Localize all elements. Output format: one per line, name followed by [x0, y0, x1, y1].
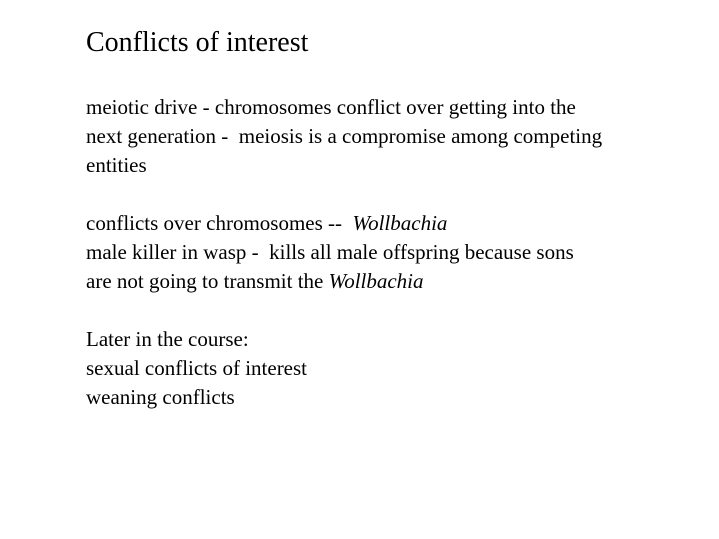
meiotic-drive-line-2: next generation - meiosis is a compromise among competing: [86, 124, 603, 148]
wollbachia-line-2: male killer in wasp - kills all male offspring because sons: [86, 240, 574, 264]
wollbachia-line-3-text: are not going to transmit the: [86, 269, 329, 293]
meiotic-drive-line-3: entities: [86, 153, 147, 177]
wollbachia-line-3: [86, 267, 602, 296]
slide-body: [86, 93, 602, 412]
wollbachia-line-1-text: conflicts over chromosomes --: [86, 211, 353, 235]
wollbachia-italic-1: Wollbachia: [352, 211, 448, 235]
later-course-line-1: Later in the course:: [86, 327, 249, 351]
paragraph-spacer: [86, 296, 602, 325]
wollbachia-line-1: [86, 209, 602, 238]
meiotic-drive-line-1: meiotic drive - chromosomes conflict over getting into the: [86, 95, 576, 119]
paragraph-spacer: [86, 180, 602, 209]
later-course-line-3: weaning conflicts: [86, 385, 235, 409]
slide-title: Conflicts of interest: [86, 27, 309, 58]
wollbachia-italic-2: Wollbachia: [328, 269, 424, 293]
later-course-line-2: sexual conflicts of interest: [86, 356, 308, 380]
